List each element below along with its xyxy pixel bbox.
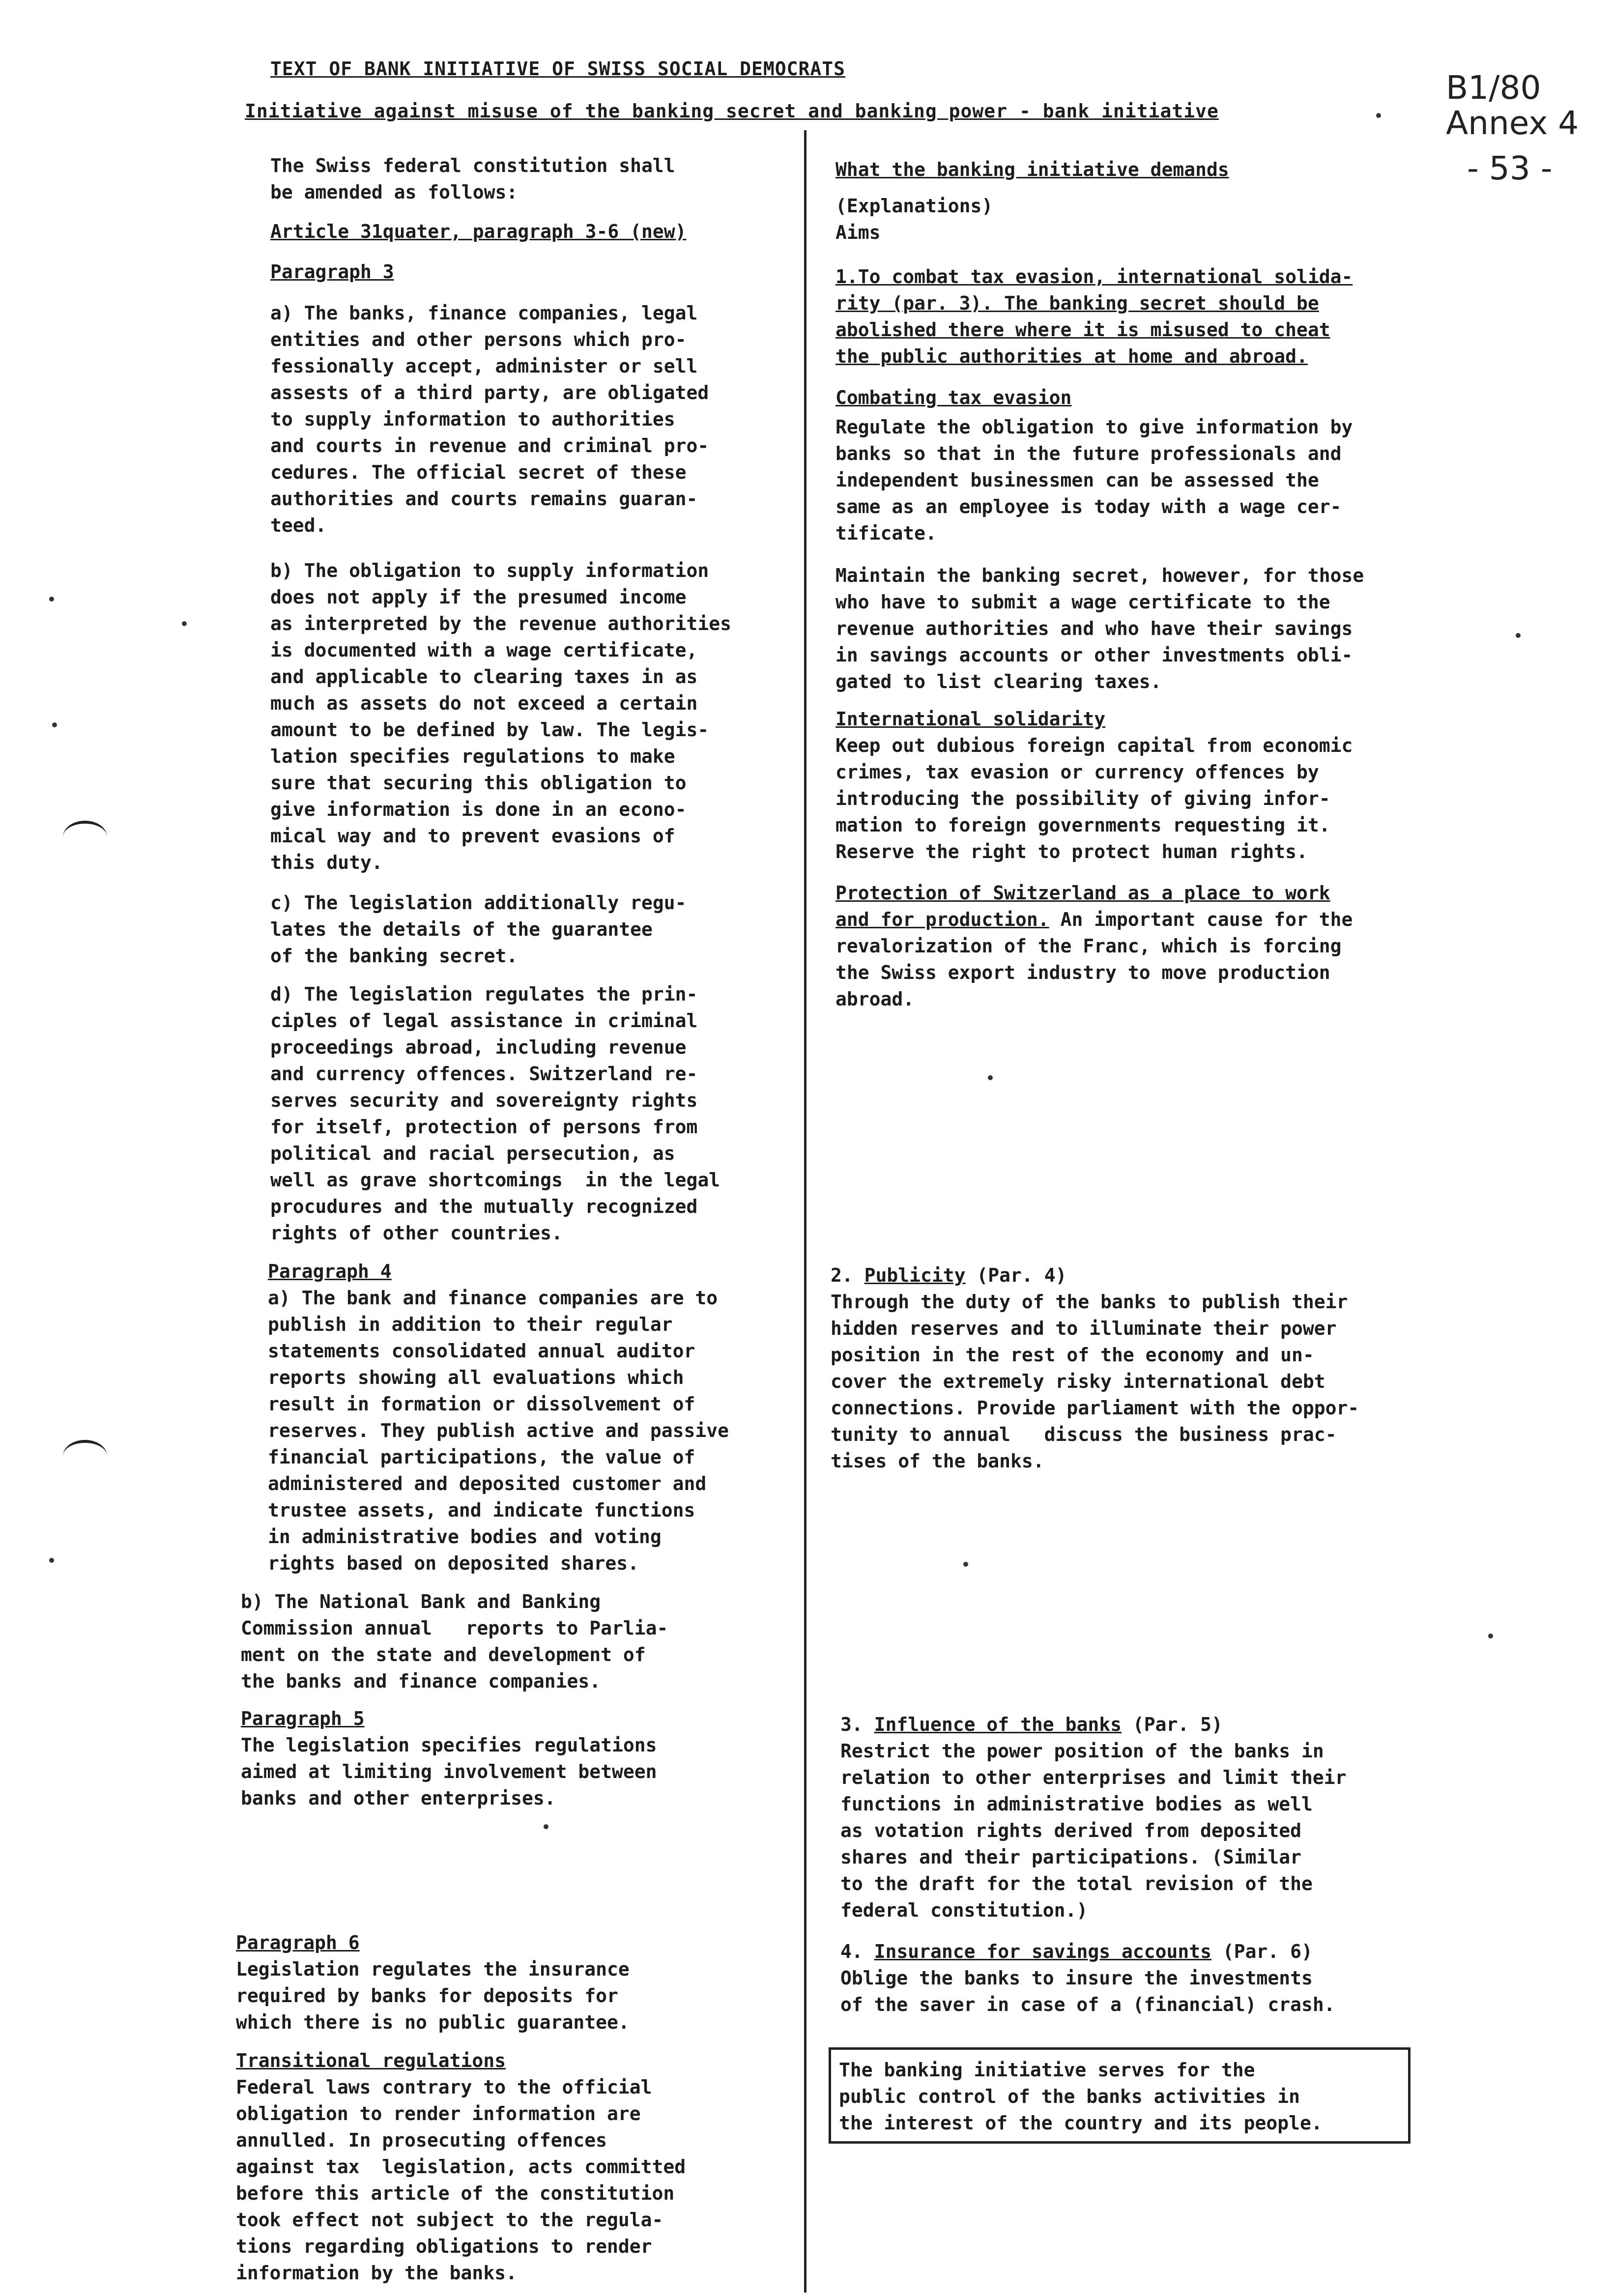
paragraph-3b — [270, 557, 801, 876]
page-number: - 53 - — [1467, 149, 1553, 187]
paragraph-4a-text: a) The bank and finance companies are to publish in addition to their regular statements consolidated annual auditor reports showing all evaluations which result in formation or dissolvement of reserves. They publish active and passive financial participations, the value of administered and deposited customer and trustee assets, and indicate functions in administrative bodies and voting rights based on deposited shares. — [268, 1287, 729, 1574]
reference-code: B1/80 — [1446, 69, 1541, 107]
section-2-text: Through the duty of the banks to publish their hidden reserves and to illuminate their power position in the rest of the economy and un- cover the extremely risky international debt connections. Provide parliament with the oppor- tunity to annual discuss the business prac- tises of the banks. — [831, 1291, 1359, 1472]
paragraph-3-label: Paragraph 3 — [270, 261, 394, 283]
section-2-label: Publicity — [864, 1264, 966, 1286]
banking-secret-text: Maintain the banking secret, however, for those who have to submit a wage certificate to the revenue authorities and who have their savings in savings accounts or other investments obli- gated to list clearing taxes. — [835, 565, 1364, 692]
combating-tax-evasion-body — [835, 414, 1573, 546]
scan-speck — [1516, 633, 1521, 638]
paragraph-3d — [270, 981, 801, 1246]
international-solidarity-label: International solidarity — [835, 708, 1106, 730]
combating-tax-evasion-heading — [835, 384, 1071, 411]
international-solidarity-heading — [835, 706, 1105, 732]
paragraph-5-heading — [241, 1705, 365, 1732]
paragraph-6-heading — [236, 1929, 360, 1956]
protection-text: An important cause for the revalorization of the Franc, which is forcing the Swiss export industry to move production abroad. — [835, 909, 1353, 1010]
paragraph-3c — [270, 890, 801, 969]
section-2-body — [831, 1289, 1578, 1474]
scan-speck — [963, 1562, 968, 1567]
section-3-label: Influence of the banks — [874, 1714, 1122, 1735]
section-4-heading — [840, 1938, 1313, 1965]
right-title-label: What the banking initiative demands — [835, 159, 1229, 180]
transitional-heading — [236, 2047, 506, 2074]
scan-speck — [52, 722, 57, 727]
section-2-paragraph-ref: (Par. 4) — [965, 1264, 1067, 1286]
paragraph-6-body — [236, 1956, 781, 2036]
international-solidarity-body — [835, 732, 1573, 865]
scan-speck — [988, 1075, 993, 1080]
article-heading — [270, 218, 686, 245]
scan-speck — [49, 1558, 54, 1563]
paragraph-4a — [268, 1285, 801, 1577]
paragraph-4-heading — [268, 1258, 392, 1285]
paragraph-5-body — [241, 1732, 781, 1811]
section-1-title-text: 1.To combat tax evasion, international solida- rity (par. 3). The banking secret should be abolished there where it is misused to cheat the public authorities at home and abroad. — [835, 266, 1353, 367]
section-4-label: Insurance for savings accounts — [874, 1941, 1211, 1962]
transitional-text: Federal laws contrary to the official obligation to render information are annulled. In prosecuting offences against tax legislation, acts committed before this article of the constitution took effect not subject to the regula- tions regarding obligations to render information by the banks. — [236, 2076, 686, 2284]
protection-heading: Protection of Switzerland as a place to work and for production. — [835, 882, 1330, 930]
paragraph-4b-text: b) The National Bank and Banking Commission annual reports to Parlia- ment on the state and development of the banks and finance companies. — [241, 1591, 668, 1692]
aims-label: Aims — [835, 222, 881, 243]
banking-secret-body — [835, 562, 1573, 695]
international-solidarity-text: Keep out dubious foreign capital from economic crimes, tax evasion or currency offences by introducing the possibility of giving infor- mation to foreign governments requesting it. Reserve the right to protect human rights. — [835, 735, 1353, 862]
paragraph-3b-text: b) The obligation to supply information does not apply if the presumed income as interpreted by the revenue authorities is documented with a wage certificate, and applicable to clearing taxes in as much as assets do not exceed a certain amount to be defined by law. The legis- lation specifies regulations to make sure that securing this obligation to give information is done in an econo- mical way and to prevent evasions of this duty. — [270, 560, 731, 873]
section-3-paragraph-ref: (Par. 5) — [1121, 1714, 1223, 1735]
paragraph-3-heading — [270, 258, 394, 285]
summary-box — [829, 2047, 1410, 2144]
section-4-text: Oblige the banks to insure the investments of the saver in case of a (financial) crash. — [840, 1967, 1335, 2015]
paragraph-3a — [270, 300, 801, 539]
right-title — [835, 156, 1229, 183]
section-2-number: 2. — [831, 1264, 864, 1286]
left-intro-block — [270, 152, 801, 205]
paragraph-5-label: Paragraph 5 — [241, 1708, 365, 1729]
section-3-text: Restrict the power position of the banks in relation to other enterprises and limit their functions in administrative bodies as well as votation rights derived from deposited shares and their participations. (Similar to the draft for the total revision of the federal constitution.) — [840, 1740, 1347, 1921]
summary-box-text: The banking initiative serves for the public control of the banks activities in the interest of the country and its people. — [839, 2059, 1323, 2134]
paragraph-4b — [241, 1588, 781, 1694]
section-3-number: 3. — [840, 1714, 874, 1735]
paragraph-3d-text: d) The legislation regulates the prin- ciples of legal assistance in criminal proceedings abroad, including revenue and currency offences. Switzerland re- serves security and sovereignty rights for itself, protection of persons from political and racial persecution, as well as grave shortcomings in the legal procudures and the mutually recognized rights of other countries. — [270, 983, 720, 1244]
punch-hole-mark-upper — [63, 821, 107, 853]
annex-label: Annex 4 — [1446, 104, 1579, 142]
section-2-heading — [831, 1262, 1066, 1289]
paragraph-5-text: The legislation specifies regulations aimed at limiting involvement between banks and other enterprises. — [241, 1734, 657, 1809]
punch-hole-mark-lower — [63, 1440, 107, 1472]
intro-text: The Swiss federal constitution shall be amended as follows: — [270, 155, 675, 203]
section-4-body — [840, 1965, 1578, 2018]
paragraph-6-text: Legislation regulates the insurance required by banks for deposits for which there is no public guarantee. — [236, 1958, 630, 2033]
paragraph-3c-text: c) The legislation additionally regu- lates the details of the guarantee of the banking secret. — [270, 892, 687, 967]
transitional-label: Transitional regulations — [236, 2050, 506, 2071]
scan-speck — [1376, 113, 1381, 118]
scan-speck — [49, 597, 54, 602]
scan-speck — [544, 1824, 548, 1829]
section-1-title — [835, 263, 1573, 370]
protection-block — [835, 880, 1573, 1012]
transitional-body — [236, 2074, 781, 2286]
scan-speck — [1488, 1634, 1493, 1638]
scan-speck — [182, 621, 187, 626]
paragraph-3a-text: a) The banks, finance companies, legal entities and other persons which pro- fessionally accept, administer or sell assests of a third party, are obligated to supply information to authorities and courts in revenue and criminal pro- cedures. The official secret of these authorities and courts remains guaran- teed. — [270, 302, 709, 536]
paragraph-6-label: Paragraph 6 — [236, 1932, 360, 1953]
paragraph-4-label: Paragraph 4 — [268, 1261, 392, 1282]
document-title: TEXT OF BANK INITIATIVE OF SWISS SOCIAL DEMOCRATS — [270, 58, 846, 80]
explanations-label: (Explanations) — [835, 195, 993, 217]
section-3-body — [840, 1738, 1578, 1923]
combating-tax-evasion-text: Regulate the obligation to give information by banks so that in the future professionals and independent businessmen can be assessed the same as an employee is today with a wage cer- tificate. — [835, 416, 1353, 544]
section-3-heading — [840, 1711, 1223, 1738]
section-4-number: 4. — [840, 1941, 874, 1962]
combating-tax-evasion-label: Combating tax evasion — [835, 387, 1072, 408]
document-subtitle: Initiative against misuse of the banking secret and banking power - bank initiative — [245, 100, 1219, 122]
column-divider — [804, 130, 806, 2293]
article-label: Article 31quater, paragraph 3-6 (new) — [270, 221, 687, 242]
section-4-paragraph-ref: (Par. 6) — [1211, 1941, 1313, 1962]
